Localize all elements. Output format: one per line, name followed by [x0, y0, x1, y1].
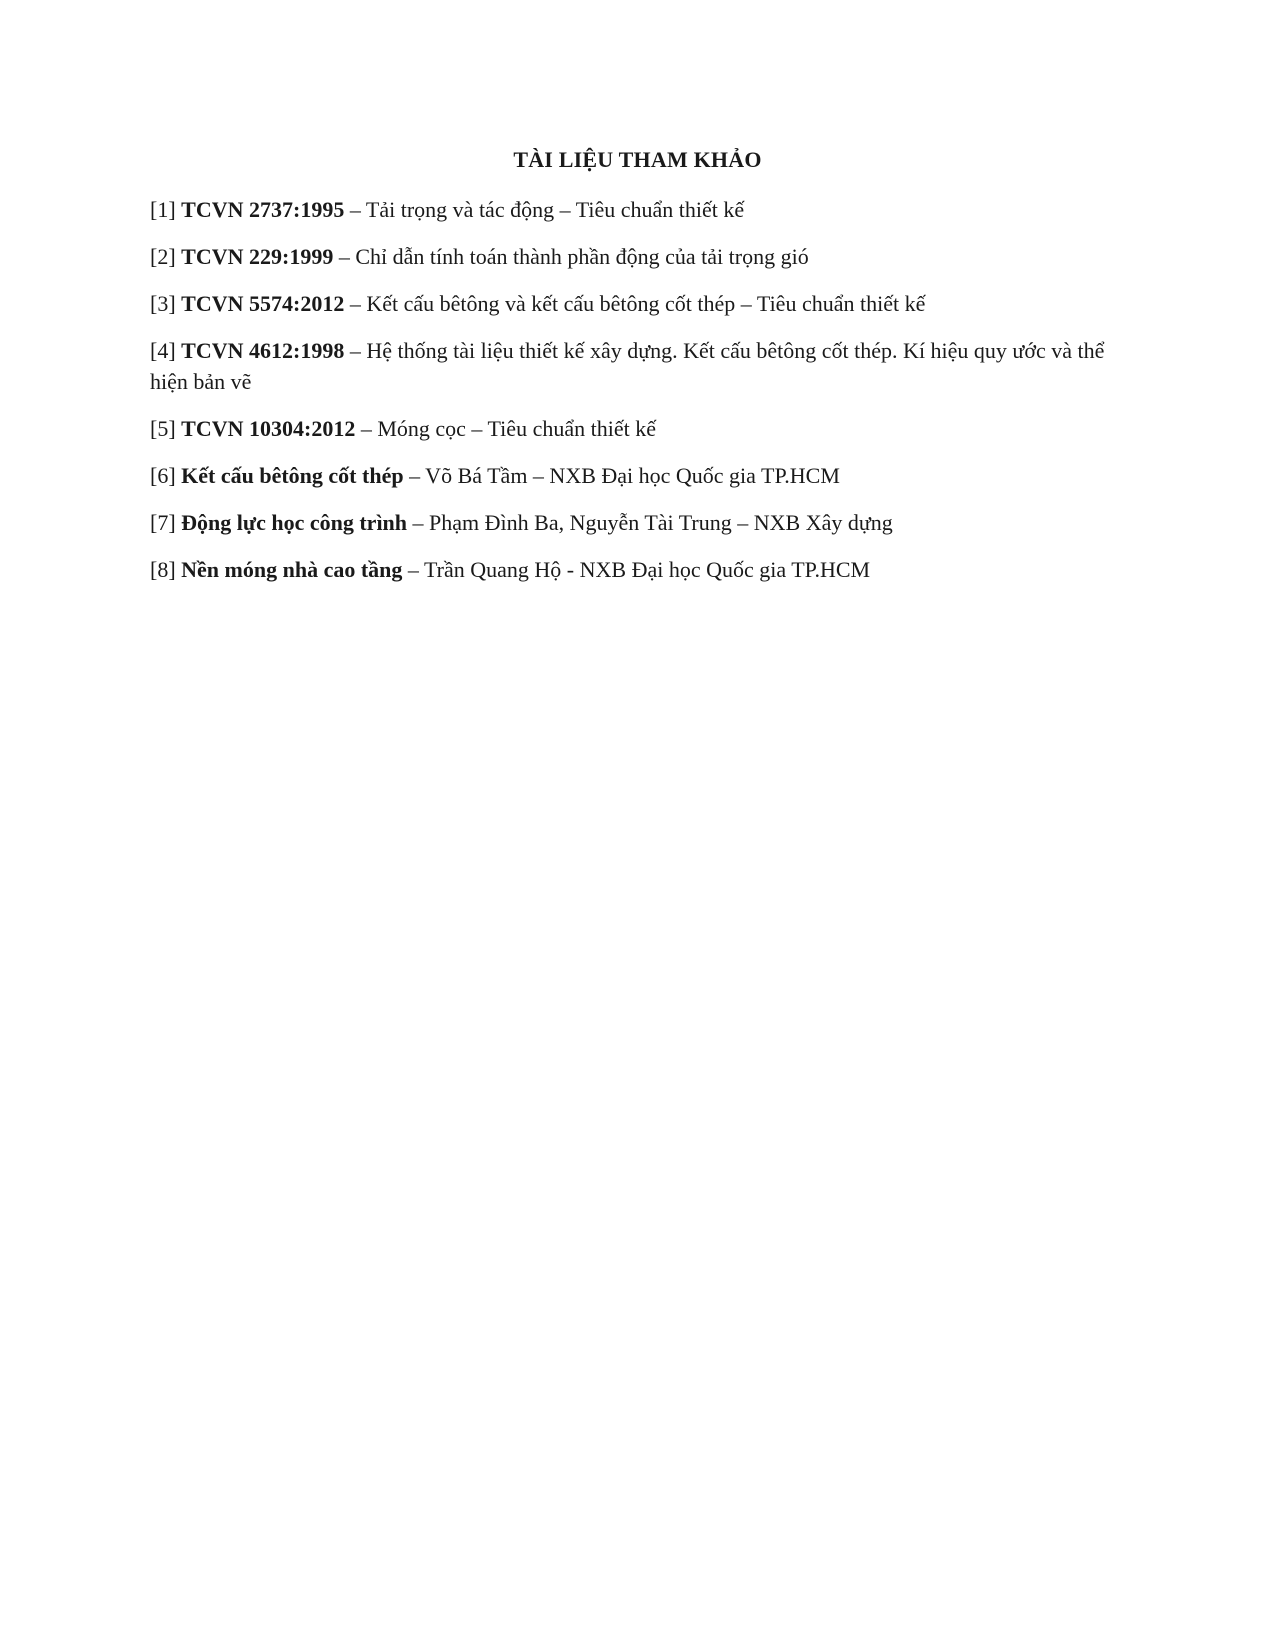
reference-item: [150, 241, 1130, 272]
reference-title: TCVN 2737:1995: [181, 197, 345, 222]
reference-details: – Móng cọc – Tiêu chuẩn thiết kế: [360, 416, 656, 441]
reference-title: TCVN 4612:1998: [181, 338, 345, 363]
reference-list: [150, 194, 1130, 601]
reference-item: [150, 194, 1130, 225]
reference-details: – Trần Quang Hộ - NXB Đại học Quốc gia TP.HCM: [407, 557, 871, 582]
reference-number: [6]: [150, 463, 176, 488]
reference-item: [150, 288, 1130, 319]
reference-item: [150, 554, 1130, 585]
reference-item: [150, 460, 1130, 491]
reference-title: Kết cấu bêtông cốt thép: [181, 463, 404, 488]
reference-item: [150, 507, 1130, 538]
reference-details: – Hệ thống tài liệu thiết kế xây dựng. Kết cấu bêtông cốt thép. Kí hiệu quy ước và thể hiện bản vẽ: [150, 338, 1105, 394]
reference-details: – Võ Bá Tầm – NXB Đại học Quốc gia TP.HCM: [409, 463, 840, 488]
reference-title: TCVN 10304:2012: [181, 416, 356, 441]
reference-number: [4]: [150, 338, 176, 363]
reference-details: – Tải trọng và tác động – Tiêu chuẩn thiết kế: [349, 197, 745, 222]
page-title: TÀI LIỆU THAM KHẢO: [513, 147, 762, 172]
reference-number: [7]: [150, 510, 176, 535]
reference-number: [1]: [150, 197, 176, 222]
reference-details: – Phạm Đình Ba, Nguyễn Tài Trung – NXB Xây dựng: [412, 510, 893, 535]
reference-details: – Kết cấu bêtông và kết cấu bêtông cốt thép – Tiêu chuẩn thiết kế: [349, 291, 926, 316]
reference-number: [3]: [150, 291, 176, 316]
reference-number: [5]: [150, 416, 176, 441]
reference-number: [8]: [150, 557, 176, 582]
reference-title: TCVN 5574:2012: [181, 291, 345, 316]
reference-title: TCVN 229:1999: [181, 244, 334, 269]
reference-title: Nền móng nhà cao tầng: [181, 557, 403, 582]
reference-item: [150, 413, 1130, 444]
reference-details: – Chỉ dẫn tính toán thành phần động của tải trọng gió: [338, 244, 809, 269]
reference-number: [2]: [150, 244, 176, 269]
reference-item: [150, 335, 1130, 397]
reference-title: Động lực học công trình: [181, 510, 408, 535]
